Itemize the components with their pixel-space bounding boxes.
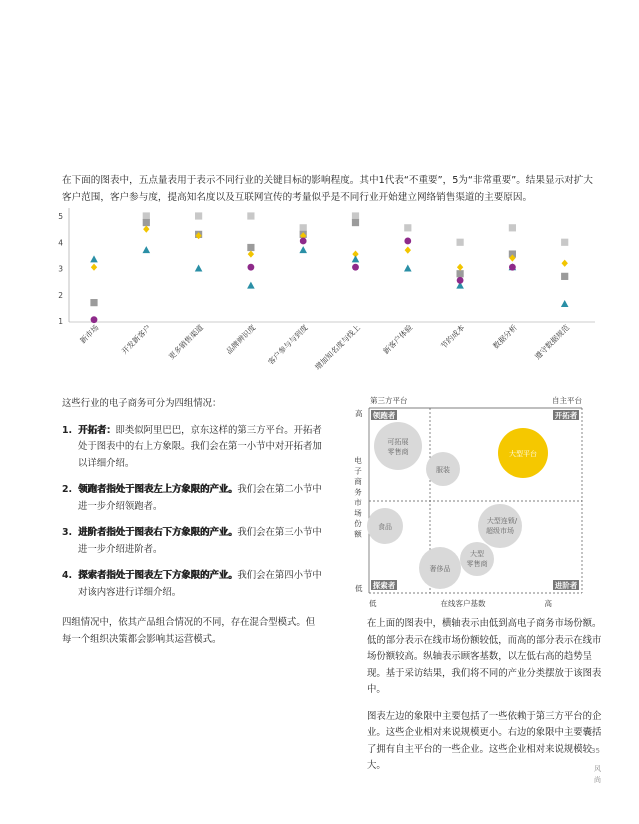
impact-dot-chart [55, 206, 605, 391]
bubble-label: 大型连锁/ [486, 517, 518, 525]
bubble-label: 食品 [378, 523, 392, 531]
bubble-label: 超级市场 [486, 527, 514, 535]
bubble-scalable-retailer [374, 422, 422, 470]
data-point-square-light [300, 224, 307, 231]
item-text: 我们会在第三小节中进一步介绍进阶者。 [78, 527, 322, 555]
item-highlight: 探索者指处于图表左下方象限的产业。 [78, 570, 238, 581]
item-text: 我们会在第四小节中对该内容进行详细介绍。 [78, 570, 322, 598]
y-low-label: 低 [355, 584, 363, 593]
x-category-label: 品牌辨识度 [224, 323, 258, 356]
data-point-square-light [247, 212, 254, 219]
x-category-label: 数据分析 [491, 323, 519, 351]
data-point-triangle [247, 282, 255, 289]
data-point-triangle [143, 246, 151, 253]
y-high-label: 高 [355, 409, 363, 418]
side-mark [594, 764, 602, 786]
bubble-label: 大型 [470, 550, 484, 558]
item-body [78, 423, 324, 473]
data-point-diamond [248, 250, 254, 257]
page-number: 35 [591, 747, 600, 755]
data-point-triangle [195, 265, 203, 272]
y-tick-label: 2 [58, 290, 63, 300]
y-axis-char: 子 [354, 466, 362, 476]
x-category-label: 新客户体验 [381, 323, 415, 356]
bubble-label: 服装 [436, 466, 450, 474]
y-axis-char: 务 [354, 487, 362, 497]
data-point-square-light [457, 239, 464, 246]
item-body [78, 525, 324, 558]
x-category-label: 开发新客户 [119, 323, 153, 356]
x-category-label: 节约成本 [438, 323, 467, 351]
y-tick-label: 5 [58, 212, 63, 221]
bubble-large-retailer [460, 542, 494, 576]
data-point-square-dark [90, 299, 97, 306]
data-point-circle [248, 264, 255, 271]
x-category-label: 新市场 [78, 323, 101, 346]
quadrant-label-advancers: 进阶者 [554, 581, 578, 590]
data-point-square-dark [457, 270, 464, 277]
bubble-label: 零售商 [466, 560, 488, 568]
data-point-square-dark [352, 219, 359, 226]
groups-heading: 这些行业的电子商务可分为四组情况： [62, 398, 222, 409]
data-point-square-light [143, 212, 150, 219]
y-axis-char: 商 [354, 477, 362, 486]
list-item [62, 525, 324, 558]
data-point-square-light [404, 224, 411, 231]
explanation-paragraph-1: 在上面的图表中，横轴表示由低到高电子商务市场份额。低的部分表示在线市场份额较低，而高的部分表示在线市场份额较高。纵轴表示顾客基数，以左低右高的趋势呈现。基于采访结果，我们将不同的产业分类摆放于该图表中。 [367, 618, 602, 695]
data-point-circle [457, 277, 464, 284]
x-category-label: 更多销售渠道 [166, 323, 206, 362]
data-point-square-light [561, 239, 568, 246]
item-body [78, 482, 324, 515]
list-item [62, 423, 324, 473]
y-axis-char: 市 [354, 498, 362, 507]
quadrant-diagram [345, 393, 607, 611]
chart-explanation [367, 616, 605, 785]
data-point-diamond [562, 260, 568, 267]
bubble-label: 奢侈品 [429, 565, 451, 573]
y-tick-label: 4 [58, 238, 63, 248]
intro-paragraph: 在下面的图表中，五点量表用于表示不同行业的关键目标的影响程度。其中1代表“不重要”，5为“非常重要”。结果显示对扩大客户范围，客户参与度，提高知名度以及互联网宣传的考量似乎是不同行业开始建立网络销售渠道的主要原因。 [62, 175, 593, 203]
data-point-triangle [561, 300, 569, 307]
quadrant-label-pioneers: 开拓者 [554, 411, 578, 420]
bubble-label: 零售商 [387, 448, 409, 456]
data-point-square-dark [143, 219, 150, 226]
data-point-diamond [143, 226, 149, 233]
x-axis-label: 在线客户基数 [440, 599, 486, 608]
data-point-triangle [90, 255, 98, 262]
top-left-label: 第三方平台 [370, 396, 408, 405]
y-axis-char: 额 [354, 529, 362, 539]
item-number: 3. [62, 527, 73, 538]
y-axis-label [354, 455, 362, 539]
data-point-circle [91, 316, 98, 323]
data-point-circle [352, 264, 359, 271]
data-point-triangle [299, 246, 307, 253]
groups-description [62, 396, 324, 648]
data-point-circle [404, 238, 411, 245]
bubble-label: 大型平台 [509, 450, 537, 458]
quadrant-label-leaders: 领跑者 [372, 411, 396, 420]
groups-closing: 四组情况中，依其产品组合情况的不同，存在混合型模式。但每一个组织决策都会影响其运营模式。 [62, 617, 316, 645]
item-number: 1. [62, 424, 73, 436]
y-tick-label: 1 [58, 317, 63, 326]
top-right-label: 自主平台 [552, 396, 582, 405]
item-highlight: 进阶者指处于图表右下方象限的产业。 [78, 527, 238, 538]
x-high-label: 高 [544, 599, 552, 608]
data-point-square-dark [561, 273, 568, 280]
data-point-triangle [352, 255, 360, 262]
item-number: 4. [62, 570, 73, 581]
x-category-label: 遵守数据规范 [532, 323, 572, 362]
explanation-paragraph-2: 图表左边的象限中主要包括了一些依赖于第三方平台的企业。这些企业相对来说规模更小。右边的象限中主要囊括了拥有自主平台的一些企业。这些企业相对来说规模较大。 [367, 710, 602, 771]
y-axis-char: 电 [354, 456, 362, 465]
item-highlight: 领跑者指处于图表左上方象限的产业。 [78, 484, 238, 495]
side-mark-top: 风 [594, 765, 601, 773]
data-point-circle [509, 264, 516, 271]
data-point-diamond [457, 264, 463, 271]
list-item [62, 568, 324, 601]
data-point-square-light [352, 212, 359, 219]
y-axis-char: 份 [354, 519, 362, 528]
bubble-supermarket-chain [478, 504, 522, 548]
data-point-triangle [404, 265, 412, 272]
data-point-square-dark [247, 244, 254, 251]
x-low-label: 低 [369, 599, 377, 608]
data-point-diamond [405, 247, 411, 254]
y-tick-label: 3 [58, 264, 63, 274]
x-category-label: 客户参与与到度 [266, 323, 310, 367]
side-mark-bottom: 尚 [594, 776, 601, 784]
data-point-square-light [195, 212, 202, 219]
item-body [78, 568, 324, 601]
item-text: 我们会在第二小节中进一步介绍领跑者。 [78, 484, 322, 512]
data-point-circle [300, 238, 307, 245]
quadrant-label-explorers: 探索者 [372, 581, 396, 590]
data-point-diamond [91, 264, 97, 271]
list-item [62, 482, 324, 515]
y-axis-char: 场 [354, 508, 362, 518]
data-point-square-light [509, 224, 516, 231]
x-category-label: 增加知名度与线上 [313, 323, 362, 372]
item-highlight: 开拓者： [78, 424, 116, 436]
bubble-label: 可拓展 [387, 438, 409, 446]
item-number: 2. [62, 484, 73, 495]
item-text: 即类似阿里巴巴，京东这样的第三方平台。开拓者处于图表中的右上方象限。我们会在第一小节中对开拓者加以详细介绍。 [78, 424, 322, 469]
